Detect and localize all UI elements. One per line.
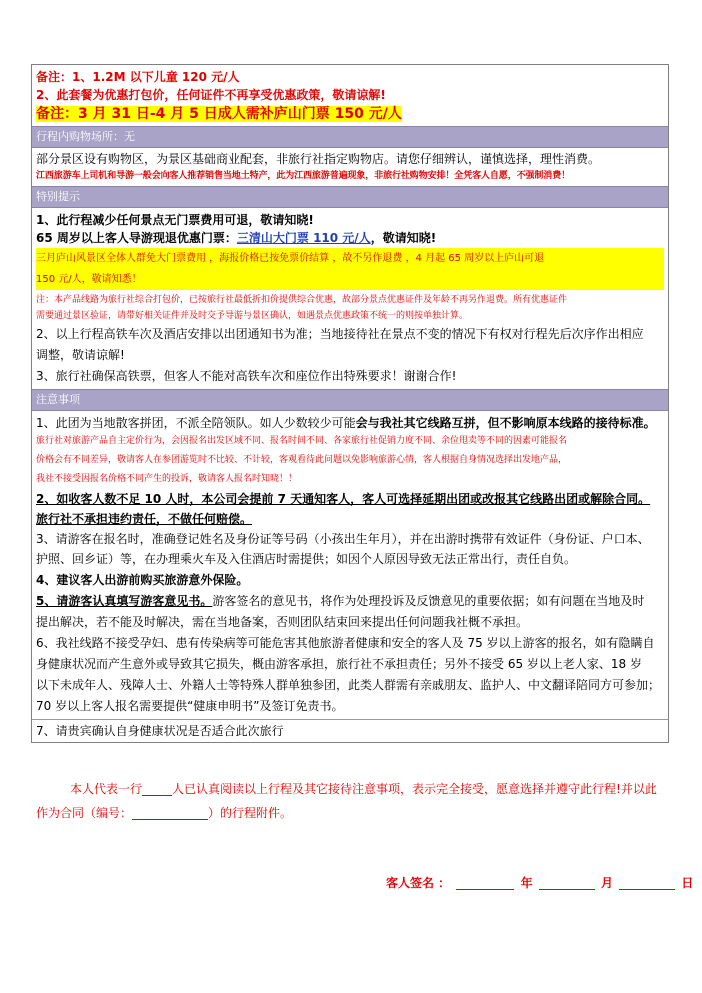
- discount-certificate-note-line2: 需要通过景区验证，请带好相关证件并及时交予导游与景区确认，如遇景点优惠政策不统一的则按单独计算。: [36, 311, 469, 321]
- notes-section: [32, 65, 668, 126]
- special-tips-header: 特别提示: [32, 186, 668, 208]
- package-price-note: 2、此套餐为优惠打包价，任何证件不再享受优惠政策，敬请谅解!: [36, 88, 386, 102]
- discount-certificate-note-line1: 注：本产品线路为旅行社综合打包价，已按旅行社最低折扣价提供综合优惠，故部分景点优惠证件及年龄不再另作退费。所有优惠证件: [36, 295, 568, 305]
- health-restriction-note-line1: 6、我社线路不接受孕妇、患有传染病等可能危害其他旅游者健康和安全的客人及 75 岁以上游客的报名，如有隐瞒自: [36, 636, 655, 650]
- sanqingshan-ticket-link[interactable]: 三清山大门票 110 元/人: [236, 231, 371, 245]
- price-difference-note-line1: 旅行社对旅游产品自主定价行为，会因报名出发区域不同、报名时间不同、各家旅行社促销力度不同、余位甩卖等不同的因素可能报名: [36, 436, 568, 446]
- lushan-ticket-note: [36, 104, 664, 124]
- signature-month: 月: [600, 876, 613, 890]
- no-refund-tip: 1、此行程减少任何景点无门票费用可退，敬请知晓!: [36, 213, 314, 227]
- health-confirm-note: 7、请贵宾确认自身健康状况是否适合此次旅行: [36, 724, 284, 738]
- min-group-size-note-line2: 旅行社不承担违约责任，不做任何赔偿。: [36, 512, 253, 526]
- party-size-blank[interactable]: [142, 781, 172, 796]
- price-difference-note-line2: 价格会有不同差异，敬请客人在参团游览时不比较、不计较，客观看待此问题以免影响旅游心情，客人根据自身情况选择出发地产品，: [36, 455, 568, 465]
- signature-year: 年: [520, 876, 533, 890]
- health-restriction-note-line3: 以下未成年人、残障人士、外籍人士等特殊人群单独参团，此类人群需有亲戚朋友、监护人、中文翻译陪同方可参加；: [36, 678, 661, 692]
- insurance-note: 4、建议客人出游前购买旅游意外保险。: [36, 573, 249, 587]
- feedback-form-note-line2: 提出解决，若不能及时解决，需在当地备案，否则团队结束回来提出任何问题我社概不承担。: [36, 615, 529, 629]
- shopping-local-products-note: 江西旅游车上司机和导游一般会向客人推荐销售当地土特产，此为江西旅游普遍现象，非旅行社购物安排！全凭客人自愿，不强制消费！: [36, 171, 571, 181]
- train-hotel-tip-line1: 2、以上行程高铁车次及酒店安排以出团通知书为准；当地接待社在景点不变的情况下有权对行程先后次序作出相应: [36, 327, 644, 341]
- signature-day: 日: [681, 876, 694, 890]
- senior-refund-tip: 65 周岁以上客人导游现退优惠门票：三清山大门票 110 元/人，敬请知晓!: [36, 231, 437, 245]
- price-difference-note-line3: 我社不接受因报名价格不同产生的投诉，敬请客人报名时知晓！！: [36, 474, 298, 484]
- id-registration-note-line2: 护照、回乡证）等，在办理乘火车及入住酒店时需提供；如因个人原因导致无法正常出行，责任自负。: [36, 552, 577, 566]
- statement-line2: 作为合同（编号： ）的行程附件。: [36, 806, 293, 820]
- health-restriction-note-line2: 身健康状况而产生意外或导致其它损失，概由游客承担，旅行社不承担责任；另外不接受 65 岁以上老人家、18 岁: [36, 657, 642, 671]
- contract-number-blank[interactable]: [132, 805, 208, 820]
- special-tips-section: [32, 208, 668, 389]
- shopping-text: 部分景区设有购物区，为景区基础商业配套，非旅行社指定购物店。请您仔细辨认，谨慎选择，理性消费。: [36, 152, 601, 166]
- signature-blank[interactable]: [456, 875, 514, 890]
- signature-label: 客人签名 ：: [386, 876, 451, 890]
- health-restriction-note-line4: 70 岁以上客人报名需要提供“健康申明书”及签订免责书。: [36, 699, 344, 713]
- train-ticket-tip: 3、旅行社确保高铁票，但客人不能对高铁车次和座位作出特殊要求！谢谢合作!: [36, 369, 457, 383]
- group-tour-note: 1、此团为当地散客拼团，不派全陪领队。如人少数较少可能会与我社其它线路互拼，但不影响原本线路的接待标准。: [36, 416, 656, 430]
- train-hotel-tip-line2: 调整，敬请谅解!: [36, 348, 125, 362]
- lushan-ticket-highlight: 备注：3 月 31 日-4 月 5 日成人需补庐山门票 150 元/人: [36, 106, 402, 122]
- acceptance-statement: [36, 777, 666, 825]
- signature-day-blank[interactable]: [619, 875, 675, 890]
- shopping-section: [32, 148, 668, 186]
- id-registration-note-line1: 3、请游客在报名时，准确登记姓名及身份证等号码（小孩出生年月），并在出游时携带有效证件（身份证、户口本、: [36, 532, 650, 546]
- signature-month-blank[interactable]: [539, 875, 595, 890]
- customer-signature: [386, 874, 693, 891]
- attention-header: 注意事项: [32, 389, 668, 411]
- lushan-free-ticket-tip: 三月庐山风景区全体人群免大门票费用 ，海报价格已按免票价结算 ，故不另作退费 ，4 月起 65 周岁以上庐山可退 150 元/人，敬请知悉！: [36, 248, 664, 290]
- health-confirm-row: [32, 719, 668, 742]
- feedback-form-note-line1: 5、请游客认真填写游客意见书。游客签名的意见书，将作为处理投诉及反馈意见的重要依据；如有问题在当地及时: [36, 594, 645, 608]
- child-price-note: 备注：1、1.2M 以下儿童 120 元/人: [36, 70, 240, 84]
- min-group-size-note-line1: 2、如收客人数不足 10 人时，本公司会提前 7 天通知客人，客人可选择延期出团或改报其它线路出团或解除合同。: [36, 492, 651, 506]
- attention-section: [32, 411, 668, 719]
- statement-line1: 本人代表一行 人已认真阅读以上行程及其它接待注意事项，表示完全接受，愿意选择并遵守此行程!并以此: [70, 782, 657, 796]
- itinerary-notes-table: [31, 64, 669, 743]
- shopping-header: 行程内购物场所：无: [32, 126, 668, 148]
